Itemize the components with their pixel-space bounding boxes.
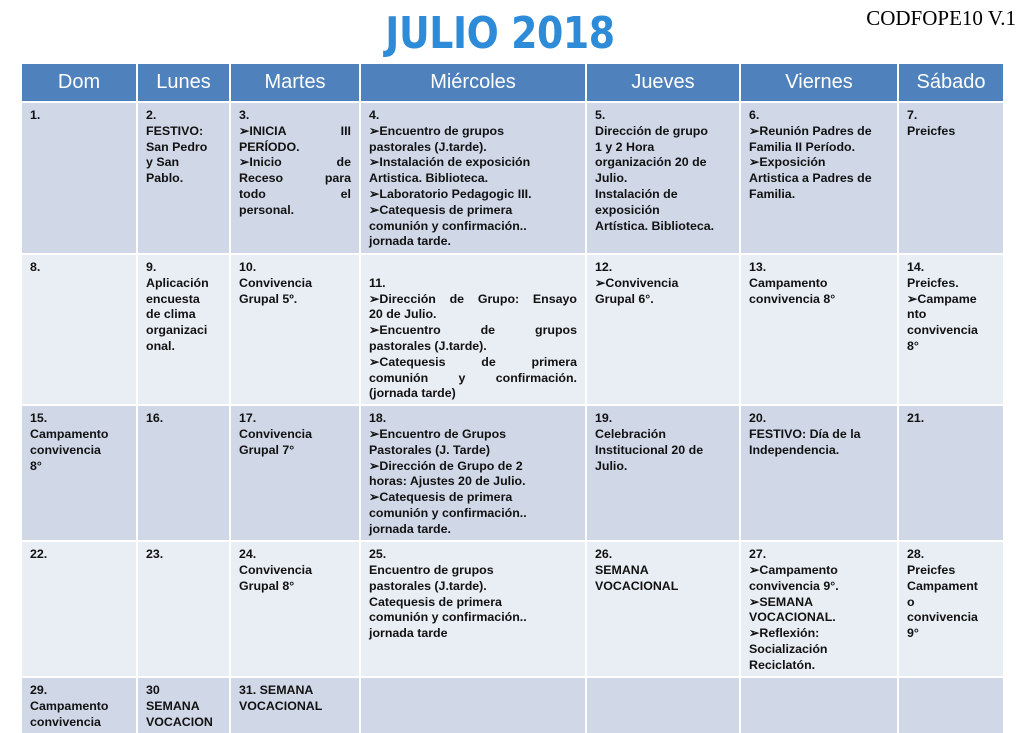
event-text: 11.: [369, 275, 386, 290]
day-number: 7.: [907, 108, 918, 122]
day-cell: [360, 541, 586, 677]
day-number: 27.: [749, 547, 767, 562]
event-text: ➢Exposición: [749, 155, 826, 170]
event-text: ➢Dirección de Grupo: Ensayo: [369, 291, 577, 306]
event-text: VOCACION: [146, 714, 213, 729]
day-number: 23.: [146, 547, 164, 562]
day-number: 21.: [907, 411, 925, 426]
event-text: todo el: [239, 186, 351, 201]
event-text: Artistica. Biblioteca.: [369, 171, 489, 186]
event-text: y San: [146, 155, 180, 170]
day-cell: [230, 102, 360, 254]
event-text: Grupal 8°: [239, 578, 295, 593]
week-row-2: [22, 254, 1003, 405]
day-cell: [898, 102, 1003, 254]
event-text: convivencia: [30, 714, 101, 729]
weekday-header-sabado: Sábado: [898, 64, 1003, 102]
day-number: 19.: [595, 411, 613, 426]
event-text: Dirección de grupo: [595, 123, 708, 138]
day-cell: [22, 405, 137, 541]
day-number: 16.: [146, 411, 164, 426]
day-cell: [230, 541, 360, 677]
day-number: 24.: [239, 547, 257, 562]
day-number: 26.: [595, 547, 613, 562]
event-text: 9°: [907, 626, 919, 641]
day-cell: [360, 405, 586, 541]
event-text: Independencia.: [749, 442, 840, 457]
weekday-header-martes: Martes: [230, 64, 360, 102]
event-text: ➢Campame: [907, 291, 977, 306]
event-text: ➢Encuentro de Grupos: [369, 426, 507, 441]
event-text: de clima: [146, 307, 196, 322]
event-text: Campamento: [749, 275, 828, 290]
day-number: 15.: [30, 411, 48, 426]
event-text: Receso para: [239, 171, 351, 186]
event-text: exposición: [595, 202, 660, 217]
event-text: ➢Encuentro de grupos: [369, 323, 577, 338]
event-text: 8°: [30, 458, 42, 473]
event-text: Familia.: [749, 186, 796, 201]
day-cell: [586, 405, 740, 541]
event-text: encuesta: [146, 291, 200, 306]
event-text: onal.: [146, 338, 175, 353]
event-text: Campamento: [30, 426, 109, 441]
event-text: Pablo.: [146, 171, 184, 186]
event-text: Aplicación: [146, 275, 209, 290]
event-text: jornada tarde: [369, 626, 448, 641]
day-number: 6.: [749, 108, 760, 122]
event-text: pastorales (J.tarde).: [369, 578, 487, 593]
day-number: 14.: [907, 260, 925, 274]
day-cell: [137, 677, 230, 732]
event-text: ➢INICIA III: [239, 123, 351, 138]
day-number: 18.: [369, 411, 387, 426]
event-text: Grupal 6°.: [595, 291, 654, 306]
day-cell: [22, 541, 137, 677]
event-text: convivencia: [907, 323, 978, 338]
day-cell: [360, 102, 586, 254]
day-number: 30: [146, 683, 160, 698]
day-cell: [586, 677, 740, 732]
day-number: 1.: [30, 108, 41, 122]
week-row-1: [22, 102, 1003, 254]
week-row-4: [22, 541, 1003, 677]
event-text: SEMANA: [595, 562, 649, 577]
event-text: comunión y confirmación..: [369, 505, 527, 520]
event-text: Pastorales (J. Tarde): [369, 442, 490, 457]
event-text: convivencia: [30, 442, 101, 457]
event-text: pastorales (J.tarde).: [369, 338, 487, 353]
day-number: 13.: [749, 260, 767, 274]
event-text: VOCACIONAL: [595, 578, 679, 593]
weekday-header-jueves: Jueves: [586, 64, 740, 102]
event-text: 8°: [907, 338, 919, 353]
day-cell: [586, 541, 740, 677]
day-cell: [740, 254, 898, 405]
event-text: Julio.: [595, 458, 628, 473]
day-cell: [898, 254, 1003, 405]
event-text: 20 de Julio.: [369, 307, 437, 322]
event-text: organización 20 de: [595, 155, 707, 170]
event-text: ➢Encuentro de grupos: [369, 123, 504, 138]
event-text: Celebración: [595, 426, 666, 441]
event-text: Preicfes.: [907, 275, 959, 290]
event-text: comunión y confirmación..: [369, 610, 527, 625]
weekday-header-lunes: Lunes: [137, 64, 230, 102]
day-number: 22.: [30, 547, 48, 562]
week-row-5: [22, 677, 1003, 732]
event-text: Convivencia: [239, 275, 312, 290]
event-text: ➢Inicio de: [239, 155, 351, 170]
day-cell: [898, 405, 1003, 541]
event-text: SEMANA: [146, 698, 200, 713]
weekday-header-row: [22, 64, 1003, 102]
event-text: convivencia 9°.: [749, 578, 839, 593]
event-text: Familia II Período.: [749, 139, 856, 154]
event-text: ➢Campamento: [749, 562, 838, 577]
event-text: Artistica a Padres de: [749, 171, 872, 186]
day-cell: [230, 677, 360, 732]
event-text: ➢Reunión Padres de: [749, 123, 872, 138]
event-text: o: [907, 594, 915, 609]
weekday-header-dom: Dom: [22, 64, 137, 102]
day-cell: [898, 677, 1003, 732]
day-cell: [22, 677, 137, 732]
day-number: 2.: [146, 108, 157, 122]
event-text: Reciclatón.: [749, 657, 816, 672]
event-text: ➢Reflexión:: [749, 626, 820, 641]
event-text: ➢Catequesis de primera: [369, 202, 513, 217]
event-text: Catequesis de primera: [369, 594, 502, 609]
day-number: 29.: [30, 683, 48, 698]
day-number: 3.: [239, 108, 250, 122]
day-number: 5.: [595, 108, 606, 122]
event-text: Convivencia: [239, 426, 312, 441]
day-number: 9.: [146, 260, 157, 274]
event-text: Preicfes: [907, 562, 956, 577]
event-text: comunión y confirmación.: [369, 370, 577, 385]
event-text: ➢Catequesis de primera: [369, 354, 577, 369]
calendar-table: [22, 64, 1003, 733]
day-cell: [740, 677, 898, 732]
day-number: 12.: [595, 260, 613, 274]
event-text: Socialización: [749, 641, 828, 656]
day-cell: [137, 541, 230, 677]
event-text: horas: Ajustes 20 de Julio.: [369, 474, 526, 489]
event-text: PERÍODO.: [239, 139, 300, 154]
day-cell: [22, 254, 137, 405]
event-text: Campament: [907, 578, 978, 593]
event-text: ➢Instalación de exposición: [369, 155, 531, 170]
event-text: personal.: [239, 202, 295, 217]
event-text: Grupal 7°: [239, 442, 295, 457]
day-cell: [586, 254, 740, 405]
weekday-header-viernes: Viernes: [740, 64, 898, 102]
event-text: FESTIVO: Día de la: [749, 426, 861, 441]
event-text: FESTIVO:: [146, 123, 204, 138]
event-text: Encuentro de grupos: [369, 562, 494, 577]
event-text: ➢SEMANA: [749, 594, 814, 609]
event-text: Campamento: [30, 698, 109, 713]
day-number: 31. SEMANA: [239, 683, 314, 698]
event-text: (jornada tarde): [369, 386, 456, 401]
day-cell: [740, 541, 898, 677]
day-cell: [586, 102, 740, 254]
day-cell: [137, 405, 230, 541]
day-number: 8.: [30, 260, 41, 274]
event-text: convivencia 8°: [749, 291, 836, 306]
day-cell: [137, 102, 230, 254]
event-text: Artística. Biblioteca.: [595, 218, 715, 233]
weekday-header-miercoles: Miércoles: [360, 64, 586, 102]
document-code: CODFOPE10 V.1: [866, 6, 1016, 30]
event-text: Instalación de: [595, 186, 678, 201]
event-text: ➢Catequesis de primera: [369, 490, 513, 505]
event-text: San Pedro: [146, 139, 208, 154]
event-text: jornada tarde.: [369, 521, 451, 536]
event-text: comunión y confirmación..: [369, 218, 527, 233]
day-number: 17.: [239, 411, 257, 426]
event-text: Grupal 5º.: [239, 291, 298, 306]
event-text: Julio.: [595, 171, 628, 186]
day-number: 10.: [239, 260, 257, 274]
event-text: ➢Convivencia: [595, 275, 679, 290]
event-text: ➢Dirección de Grupo de 2: [369, 458, 523, 473]
day-cell: [22, 102, 137, 254]
event-text: organizaci: [146, 323, 208, 338]
event-text: nto: [907, 307, 927, 322]
day-number: [369, 260, 577, 276]
day-cell: [230, 405, 360, 541]
week-row-3: [22, 405, 1003, 541]
day-number: 25.: [369, 547, 387, 562]
day-number: 28.: [907, 547, 925, 562]
event-text: Convivencia: [239, 562, 312, 577]
event-text: ➢Laboratorio Pedagogic III.: [369, 186, 532, 201]
day-number: 4.: [369, 108, 380, 122]
day-cell: [740, 102, 898, 254]
day-number: 20.: [749, 411, 767, 426]
event-text: jornada tarde.: [369, 234, 451, 249]
event-text: convivencia: [907, 610, 978, 625]
day-cell: [898, 541, 1003, 677]
event-text: Preicfes: [907, 123, 956, 138]
day-cell: [740, 405, 898, 541]
day-cell: [360, 254, 586, 405]
day-cell: [360, 677, 586, 732]
event-text: VOCACIONAL: [239, 698, 323, 713]
event-text: Institucional 20 de: [595, 442, 704, 457]
day-cell: [230, 254, 360, 405]
day-cell: [137, 254, 230, 405]
page-title: JULIO 2018: [385, 8, 615, 59]
event-text: VOCACIONAL.: [749, 610, 836, 625]
event-text: pastorales (J.tarde).: [369, 139, 487, 154]
event-text: 1 y 2 Hora: [595, 139, 655, 154]
